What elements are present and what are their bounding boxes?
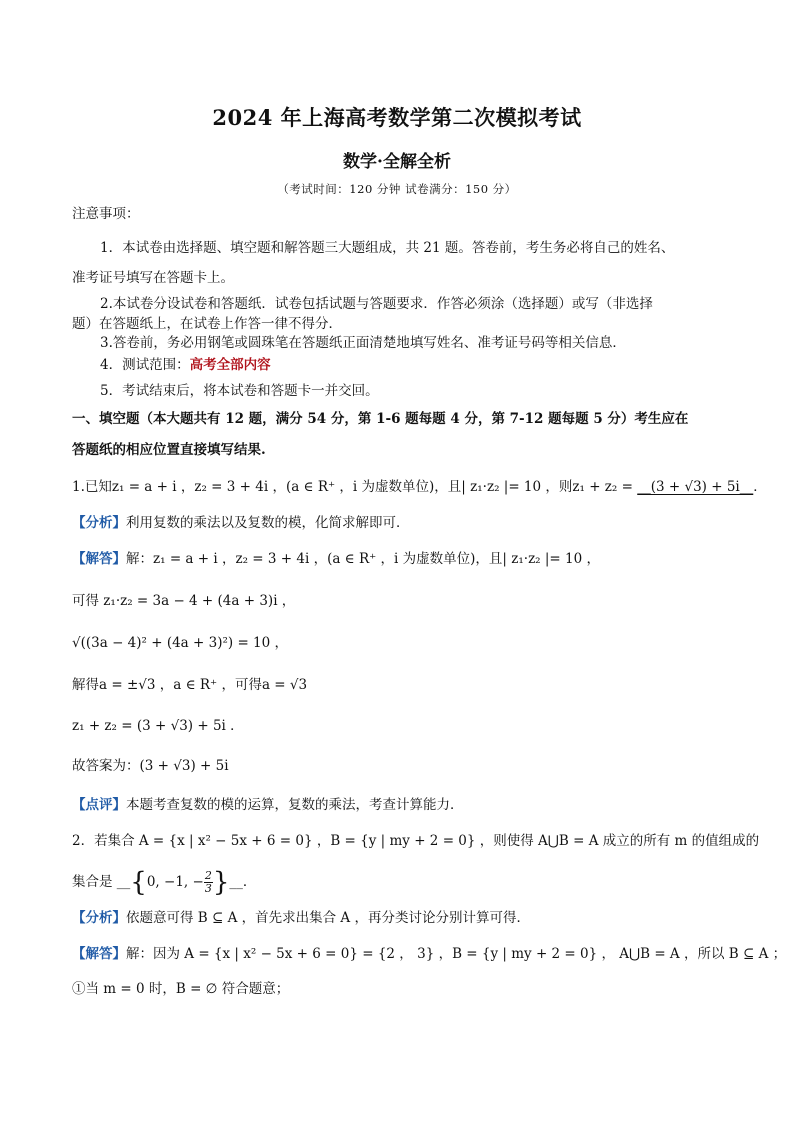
notice-item-1-cont: 准考证号填写在答题卡上。	[72, 270, 234, 286]
analysis-text: 利用复数的乘法以及复数的模，化简求解即可．	[126, 515, 410, 531]
solution-text: 解：z₁ = a + i ，z₂ = 3 + 4i ，(a ∈ R⁺ ，i 为虚数单位)，且| z₁·z₂ |= 10 ，	[126, 551, 601, 567]
question-1-stem	[72, 478, 767, 496]
exam-info: （考试时间：120 分钟 试卷满分：150 分）	[277, 182, 517, 196]
solution-text: 解：因为 A = {x | x² − 5x + 6 = 0} = {2 ， 3} ，B = {y | my + 2 = 0} ， A⋃B = A ，所以 B ⊆ A ；	[126, 946, 787, 962]
solution-step-1: 可得 z₁·z₂ = 3a − 4 + (4a + 3)i ，	[72, 593, 296, 609]
page-title: 2024 年上海高考数学第二次模拟考试	[212, 105, 582, 130]
question-1-comment	[72, 796, 464, 814]
solution-step-2: √((3a − 4)² + (4a + 3)²) = 10 ，	[72, 635, 289, 651]
set-open-brace: {	[130, 867, 147, 898]
answer-set-items: 0, −1, −	[146, 874, 204, 890]
solution-case-1: ①当 m = 0 时，B = ∅ 符合题意；	[72, 981, 290, 997]
comment-text: 本题考查复数的模的运算，复数的乘法，考查计算能力．	[126, 797, 464, 813]
notice-item-5: 5．考试结束后，将本试卷和答题卡一并交回。	[100, 383, 379, 399]
fraction-numerator: 2	[204, 869, 212, 882]
question-2-stem: 2．若集合 A = {x | x² − 5x + 6 = 0} ，B = {y | my + 2 = 0} ，则使得 A⋃B = A 成立的所有 m 的值组成的	[72, 833, 760, 849]
question-1-solution	[72, 550, 600, 568]
set-close-brace: }	[212, 867, 230, 898]
notice-heading: 注意事项：	[72, 206, 140, 222]
solution-tag: 【解答】	[72, 946, 126, 962]
solution-step-4: z₁ + z₂ = (3 + √3) + 5i ．	[72, 718, 244, 734]
notice-item-1: 1．本试卷由选择题、填空题和解答题三大题组成，共 21 题。答卷前，考生务必将自己的姓名、	[100, 240, 675, 256]
analysis-tag: 【分析】	[72, 910, 126, 926]
question-2-prefix: 集合是 __	[72, 874, 131, 890]
question-1-analysis	[72, 514, 410, 532]
solution-final-answer: 故答案为：(3 + √3) + 5i	[72, 758, 229, 774]
comment-tag: 【点评】	[72, 797, 126, 813]
notice-item-4-label: 4．测试范围：	[100, 357, 190, 373]
question-1-end: ．	[753, 479, 767, 495]
question-2-solution	[72, 945, 786, 963]
notice-item-2: 2.本试卷分设试卷和答题纸．试卷包括试题与答题要求．作答必须涂（选择题）或写（非选择	[100, 296, 653, 312]
notice-item-2-cont: 题）在答题纸上，在试卷上作答一律不得分．	[72, 316, 342, 332]
analysis-tag: 【分析】	[72, 515, 126, 531]
answer-fraction	[204, 870, 213, 895]
question-2-stem-cont	[72, 867, 257, 898]
section-1-heading-cont: 答题纸的相应位置直接填写结果.	[72, 442, 266, 458]
page-subtitle: 数学·全解全析	[343, 152, 451, 172]
notice-item-4	[100, 356, 271, 374]
section-1-heading: 一、填空题（本大题共有 12 题，满分 54 分，第 1-6 题每题 4 分，第 7-12 题每题 5 分）考生应在	[72, 411, 689, 427]
question-2-suffix: __．	[229, 874, 257, 890]
notice-item-4-value: 高考全部内容	[189, 357, 271, 373]
notice-item-3: 3.答卷前，务必用钢笔或圆珠笔在答题纸正面清楚地填写姓名、准考证号码等相关信息．	[100, 335, 626, 351]
fraction-denominator: 3	[204, 882, 212, 895]
question-1-text: 1.已知z₁ = a + i ，z₂ = 3 + 4i ，(a ∈ R⁺ ，i 为虚数单位)，且| z₁·z₂ |= 10 ，则z₁ + z₂ =	[72, 479, 638, 495]
solution-tag: 【解答】	[72, 551, 126, 567]
solution-step-3: 解得a = ±√3 ，a ∈ R⁺ ，可得a = √3	[72, 677, 308, 693]
question-1-answer-blank: __(3 + √3) + 5i__	[637, 479, 754, 495]
question-2-analysis	[72, 909, 530, 927]
analysis-text: 依题意可得 B ⊆ A ，首先求出集合 A ，再分类讨论分别计算可得．	[126, 910, 530, 926]
